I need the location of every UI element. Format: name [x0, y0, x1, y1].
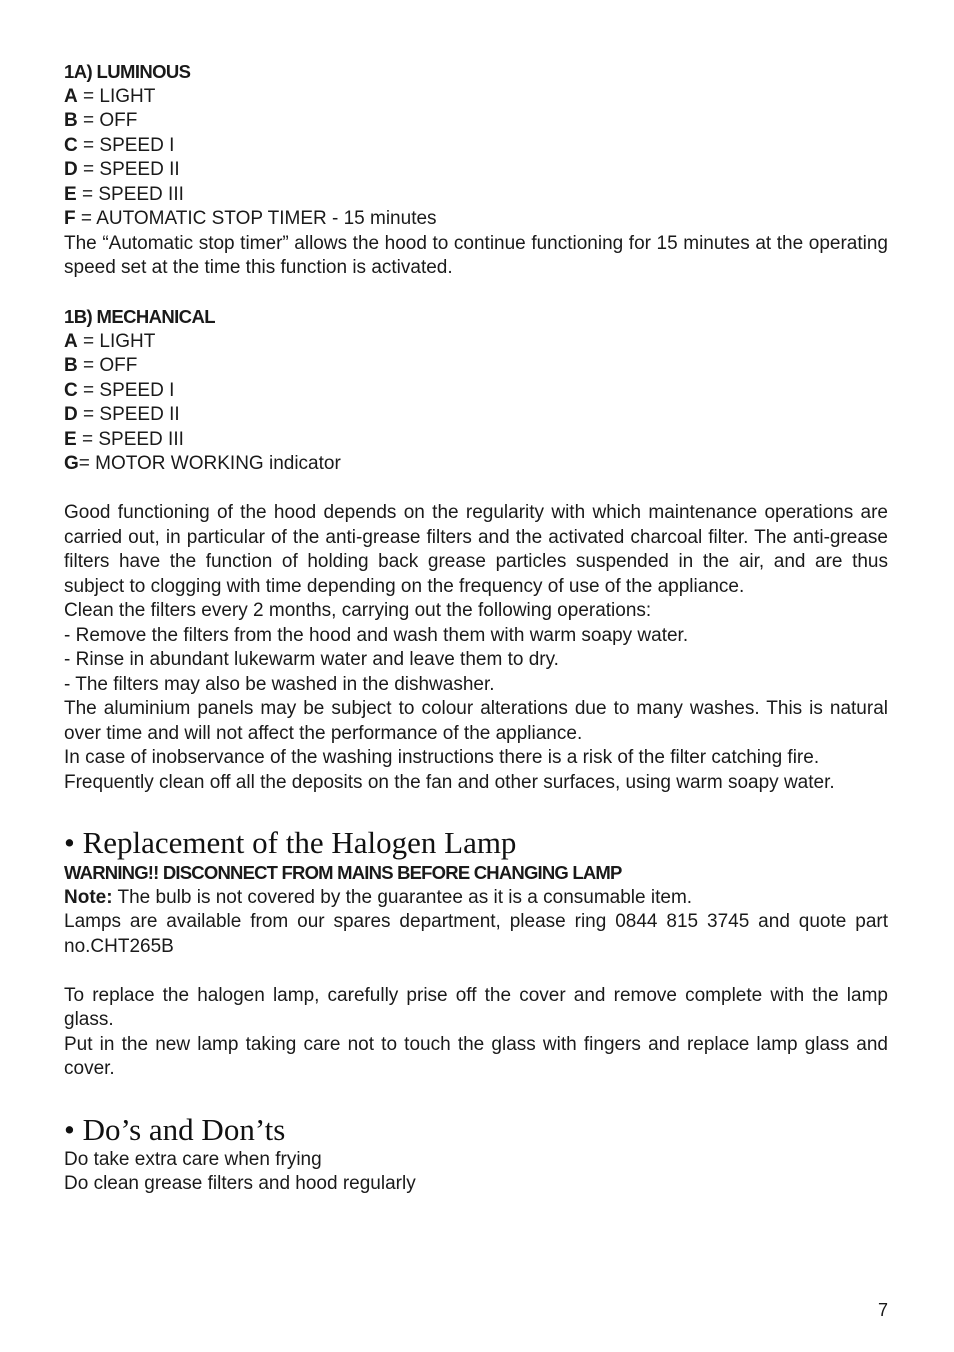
maintenance-warning-fire: In case of inobservance of the washing instructions there is a risk of the filter catching fire. — [64, 747, 820, 768]
spacer — [64, 795, 888, 825]
spacer — [64, 1082, 888, 1112]
dos-section-title: • Do’s and Don’ts — [64, 1111, 286, 1147]
maintenance-step-1: - Remove the filters from the hood and wash them with warm soapy water. — [64, 624, 689, 646]
luminous-item-b: B = OFF — [64, 110, 138, 131]
luminous-item-e: E = SPEED III — [64, 183, 184, 205]
spacer — [64, 959, 888, 984]
luminous-heading: 1A) LUMINOUS — [64, 61, 191, 82]
maintenance-step-2: - Rinse in abundant lukewarm water and leave them to dry. — [64, 649, 559, 670]
maintenance-note-panels: The aluminium panels may be subject to colour alterations due to many washes. This is natural over time and will not affect the performance of the appliance. — [64, 698, 888, 744]
halogen-section-title: • Replacement of the Halogen Lamp — [64, 825, 517, 860]
halogen-replace-step-1: To replace the halogen lamp, carefully prise off the cover and remove complete with the lamp glass. — [64, 984, 888, 1030]
luminous-item-c: C = SPEED I — [64, 134, 175, 156]
halogen-replace-step-2: Put in the new lamp taking care not to touch the glass with fingers and replace lamp glass and cover. — [64, 1033, 888, 1079]
mechanical-item-b: B = OFF — [64, 355, 138, 376]
halogen-spares: Lamps are available from our spares department, please ring 0844 815 3745 and quote part no.CHT265B — [64, 911, 888, 957]
luminous-item-f: F = AUTOMATIC STOP TIMER - 15 minutes — [64, 208, 437, 229]
mechanical-item-e: E = SPEED III — [64, 428, 184, 450]
page-number: 7 — [877, 1300, 888, 1320]
spacer — [64, 281, 888, 306]
luminous-item-d: D = SPEED II — [64, 159, 180, 180]
mechanical-item-a: A = LIGHT — [64, 330, 156, 352]
maintenance-instruction: Clean the filters every 2 months, carrying out the following operations: — [64, 600, 652, 621]
mechanical-item-d: D = SPEED II — [64, 404, 180, 425]
dos-line-2: Do clean grease filters and hood regularly — [64, 1173, 416, 1194]
maintenance-paragraph: Good functioning of the hood depends on the regularity with which maintenance operations are carried out, in particular of the anti-grease filters and the activated charcoal filter. The anti-grease filters have the function of holding back grease particles suspended in the air, and are thus subject to clogging with time depending on the frequency of use of the appliance. — [64, 502, 888, 597]
luminous-description: The “Automatic stop timer” allows the hood to continue functioning for 15 minutes at the operating speed set at the time this function is activated. — [64, 232, 888, 278]
luminous-item-a: A = LIGHT — [64, 85, 156, 107]
mechanical-heading: 1B) MECHANICAL — [64, 306, 215, 327]
maintenance-clean-fan: Frequently clean off all the deposits on the fan and other surfaces, using warm soapy water. — [64, 771, 835, 793]
mechanical-item-g: G= MOTOR WORKING indicator — [64, 453, 341, 474]
halogen-warning: WARNING!! DISCONNECT FROM MAINS BEFORE CHANGING LAMP — [64, 862, 622, 883]
mechanical-item-c: C = SPEED I — [64, 379, 175, 401]
halogen-note: Note: The bulb is not covered by the guarantee as it is a consumable item. — [64, 886, 693, 908]
document-page — [64, 60, 888, 1197]
spacer — [64, 477, 888, 502]
maintenance-step-3: - The filters may also be washed in the dishwasher. — [64, 673, 495, 695]
dos-line-1: Do take extra care when frying — [64, 1148, 322, 1170]
